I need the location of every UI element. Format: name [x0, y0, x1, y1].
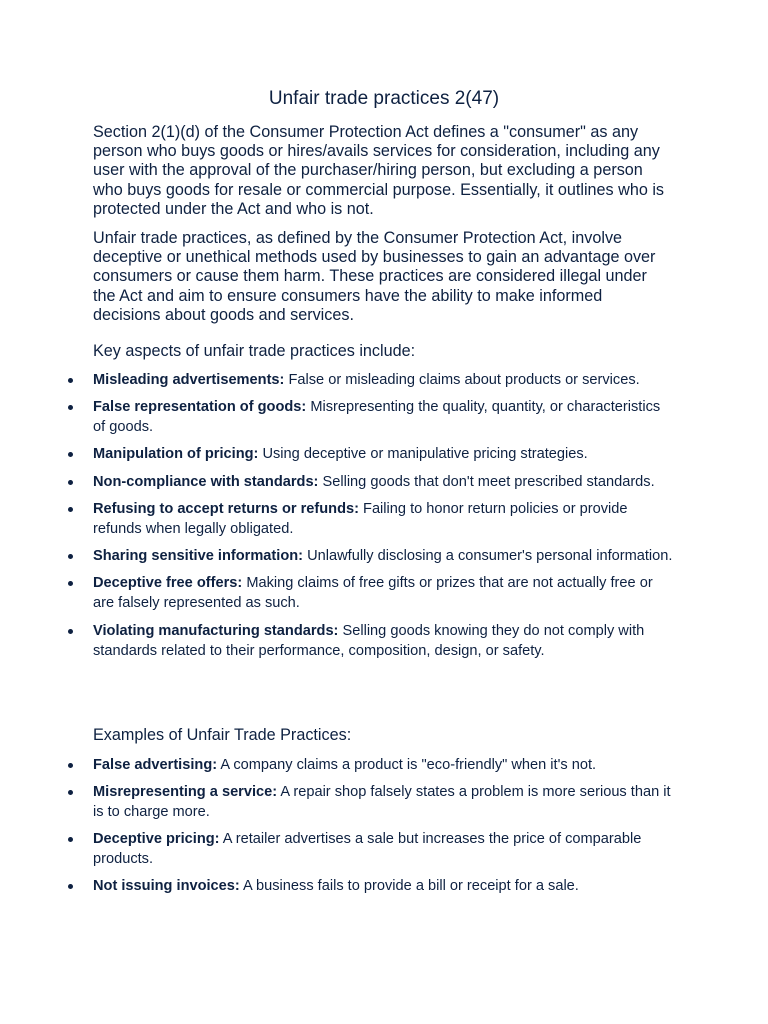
- key-aspects-list: [66, 370, 676, 668]
- example-text: A company claims a product is "eco-friendly" when it's not.: [220, 757, 597, 773]
- bullet-icon: [68, 763, 73, 768]
- key-aspect-text: Misrepresenting the quality, quantity, or characteristics of goods.: [93, 399, 661, 436]
- key-aspect-term: Sharing sensitive information:: [93, 548, 304, 565]
- example-term: Deceptive pricing:: [93, 831, 220, 848]
- key-aspect-text: Unlawfully disclosing a consumer's personal information.: [307, 548, 673, 565]
- bullet-icon: [68, 581, 73, 586]
- key-aspect-term: Non-compliance with standards:: [93, 473, 319, 490]
- example-item: [66, 876, 676, 896]
- key-aspect-term: False representation of goods:: [93, 399, 307, 416]
- key-aspect-term: Violating manufacturing standards:: [93, 622, 339, 639]
- examples-list: [66, 755, 676, 903]
- bullet-icon: [68, 405, 73, 410]
- key-aspect-text: Failing to honor return policies or provide refunds when legally obligated.: [93, 500, 628, 537]
- example-text: A retailer advertises a sale but increases the price of comparable products.: [93, 831, 642, 868]
- example-item: [66, 782, 676, 823]
- key-aspect-term: Refusing to accept returns or refunds:: [93, 500, 359, 517]
- bullet-icon: [68, 629, 73, 634]
- bullet-icon: [68, 480, 73, 485]
- example-item: [66, 829, 676, 870]
- key-aspect-text: Using deceptive or manipulative pricing strategies.: [262, 446, 588, 463]
- consumer-definition-paragraph: Section 2(1)(d) of the Consumer Protection Act defines a "consumer" as any person who buys goods or hires/avails services for consideration, including any user with the approval of the purchaser/hiring person, but excluding a person who buys goods for resale or commercial purpose. Essentially, it outlines who is protected under the Act and who is not.: [93, 123, 665, 218]
- key-aspect-item: [66, 397, 676, 438]
- key-aspect-item: [66, 444, 676, 464]
- key-aspect-item: [66, 472, 676, 492]
- bullet-icon: [68, 507, 73, 512]
- key-aspect-item: [66, 370, 676, 390]
- key-aspect-text: Selling goods knowing they do not comply with standards related to their performance, composition, design, or safety.: [93, 622, 645, 659]
- bullet-icon: [68, 837, 73, 842]
- unfair-practices-paragraph: Unfair trade practices, as defined by the Consumer Protection Act, involve deceptive or unethical methods used by businesses to gain an advantage over consumers or cause them harm. These practices are considered illegal under the Act and aim to ensure consumers have the ability to make informed decisions about goods and services.: [93, 229, 656, 324]
- key-aspect-item: [66, 499, 676, 540]
- examples-heading: Examples of Unfair Trade Practices:: [93, 726, 352, 744]
- key-aspect-text: Making claims of free gifts or prizes that are not actually free or are falsely represented as such.: [93, 575, 653, 612]
- key-aspects-heading: Key aspects of unfair trade practices include:: [93, 342, 416, 360]
- example-text: A business fails to provide a bill or receipt for a sale.: [243, 878, 579, 895]
- key-aspect-text: Selling goods that don't meet prescribed standards.: [322, 473, 655, 490]
- example-term: False advertising:: [93, 757, 218, 773]
- bullet-icon: [68, 452, 73, 457]
- bullet-icon: [68, 378, 73, 383]
- key-aspect-term: Misleading advertisements:: [93, 372, 285, 388]
- example-term: Not issuing invoices:: [93, 878, 240, 895]
- bullet-icon: [68, 554, 73, 559]
- key-aspect-term: Manipulation of pricing:: [93, 446, 259, 463]
- key-aspect-item: [66, 621, 676, 662]
- example-item: [66, 755, 676, 775]
- example-text: A repair shop falsely states a problem is more serious than it is to charge more.: [93, 783, 671, 821]
- page-title: Unfair trade practices 2(47): [268, 88, 500, 109]
- key-aspect-text: False or misleading claims about products or services.: [288, 372, 640, 388]
- key-aspect-item: [66, 573, 676, 614]
- key-aspect-item: [66, 546, 676, 566]
- bullet-icon: [68, 884, 73, 889]
- example-term: Misrepresenting a service:: [93, 783, 278, 800]
- bullet-icon: [68, 790, 73, 795]
- key-aspect-term: Deceptive free offers:: [93, 575, 243, 592]
